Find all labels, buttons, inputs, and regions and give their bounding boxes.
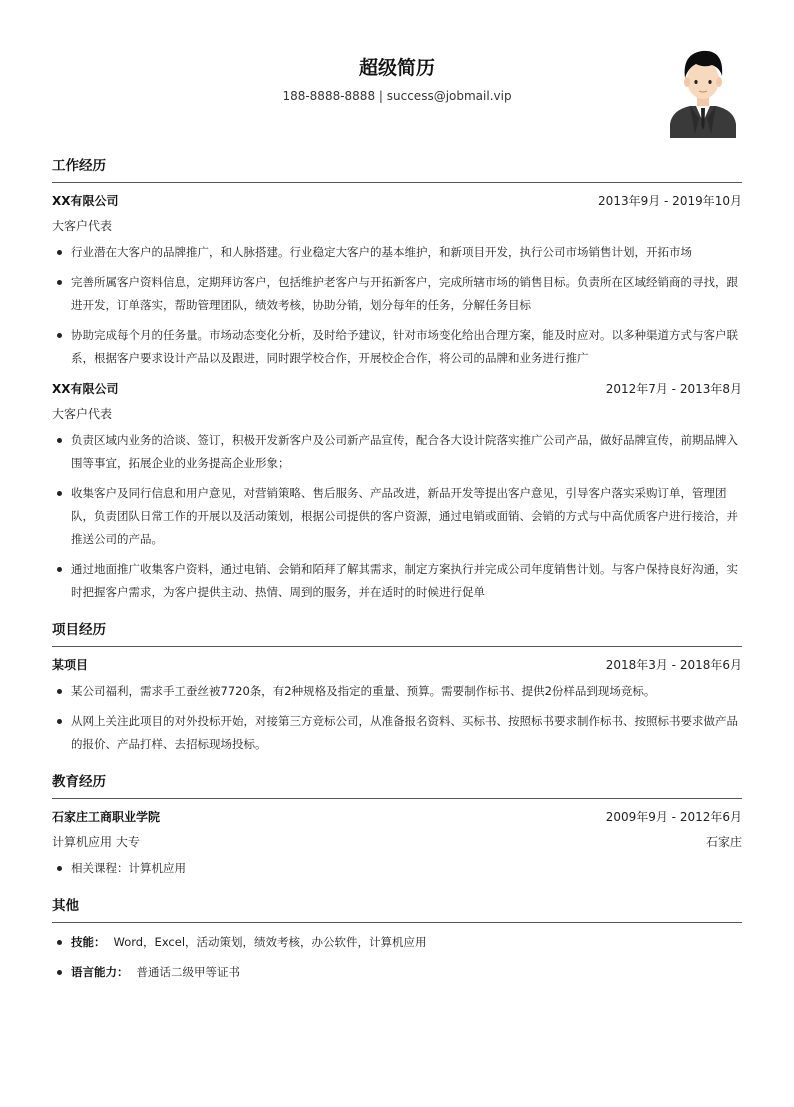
- duty-list: [52, 241, 742, 370]
- duty-list: [52, 429, 742, 604]
- avatar: [668, 44, 738, 138]
- list-item: [52, 961, 742, 984]
- course-list: [52, 857, 742, 880]
- other-section: [52, 894, 742, 984]
- contact-info: 188-8888-8888 | success@jobmail.vip: [282, 89, 512, 103]
- candidate-name: 超级简历: [358, 57, 435, 79]
- skills-label: 技能：: [71, 935, 106, 949]
- list-item: 协助完成每个月的任务量。市场动态变化分析，及时给予建议，针对市场变化给出合理方案，能及时应对。以多种渠道方式与客户联系，根据客户要求设计产品以及跟进，同时跟学校合作，开展校企合作，将公司的品牌和业务进行推广: [52, 324, 742, 370]
- list-item: 完善所属客户资料信息，定期拜访客户，包括维护老客户与开拓新客户，完成所辖市场的销售目标。负责所在区域经销商的寻找，跟进开发，订单落实，帮助管理团队，绩效考核，协助分销，划分每年的任务，分解任务目标: [52, 271, 742, 317]
- list-item: 行业潜在大客户的品牌推广，和人脉搭建。行业稳定大客户的基本维护，和新项目开发，执行公司市场销售计划，开拓市场: [52, 241, 742, 264]
- resume-header: [52, 0, 742, 140]
- list-item: [52, 931, 742, 954]
- section-title-other: 其他: [52, 894, 742, 923]
- list-item: 收集客户及同行信息和用户意见，对营销策略、售后服务、产品改进，新品开发等提出客户意见，引导客户落实采购订单，管理团队，负责团队日常工作的开展以及活动策划，根据公司提供的客户资源，通过电销或面销、会销的方式与中高优质客户进行接洽，并推送公司的产品。: [52, 482, 742, 551]
- education-entry: [52, 805, 742, 880]
- date-range: 2013年9月 - 2019年10月: [598, 194, 742, 208]
- date-range: 2018年3月 - 2018年6月: [605, 658, 742, 672]
- project-entry: [52, 653, 742, 756]
- resume-page: [52, 0, 742, 991]
- list-item: 某公司福利，需求手工蚕丝被7720条，有2种规格及指定的重量、预算。需要制作标书、提供2份样品到现场竞标。: [52, 680, 742, 703]
- education-section: [52, 770, 742, 880]
- project-name: 某项目: [52, 658, 89, 672]
- list-item: 负责区域内业务的洽谈、签订，积极开发新客户及公司新产品宣传，配合各大设计院落实推广公司产品，做好品牌宣传，前期品牌入围等事宜，拓展企业的业务提高企业形象；: [52, 429, 742, 475]
- work-entry: [52, 377, 742, 604]
- section-title-projects: 项目经历: [52, 618, 742, 647]
- major-degree: 计算机应用 大专: [52, 835, 140, 849]
- language-value: 普通话二级甲等证书: [136, 965, 240, 979]
- project-detail-list: [52, 680, 742, 756]
- language-label: 语言能力：: [71, 965, 129, 979]
- projects-section: [52, 618, 742, 756]
- company-name: XX有限公司: [52, 382, 119, 396]
- school-name: 石家庄工商职业学院: [52, 810, 161, 824]
- list-item: 相关课程：计算机应用: [52, 857, 742, 880]
- list-item: 通过地面推广收集客户资料，通过电销、会销和陌拜了解其需求，制定方案执行并完成公司年度销售计划。与客户保持良好沟通，实时把握客户需求，为客户提供主动、热情、周到的服务，并在适时的时候进行促单: [52, 558, 742, 604]
- list-item: 从网上关注此项目的对外投标开始，对接第三方竞标公司，从准备报名资料、买标书、按照标书要求制作标书、按照标书要求做产品的报价、产品打样、去招标现场投标。: [52, 710, 742, 756]
- other-list: [52, 931, 742, 984]
- date-range: 2012年7月 - 2013年8月: [605, 382, 742, 396]
- skills-value: Word，Excel，活动策划，绩效考核，办公软件，计算机应用: [113, 935, 427, 949]
- job-role: 大客户代表: [52, 219, 113, 233]
- section-title-work: 工作经历: [52, 154, 742, 183]
- company-name: XX有限公司: [52, 194, 119, 208]
- job-role: 大客户代表: [52, 407, 113, 421]
- work-entry: [52, 189, 742, 370]
- work-section: [52, 154, 742, 604]
- school-location: 石家庄: [705, 835, 742, 849]
- date-range: 2009年9月 - 2012年6月: [605, 810, 742, 824]
- section-title-education: 教育经历: [52, 770, 742, 799]
